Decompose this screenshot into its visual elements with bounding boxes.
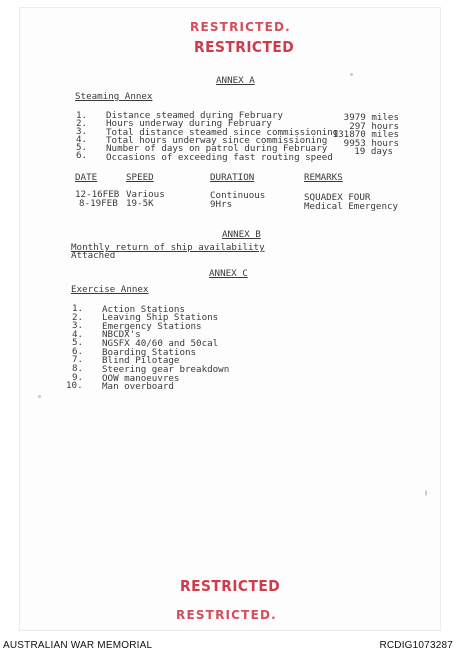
restricted-stamp-top-small: RESTRICTED. [190,20,291,34]
item-number: 1. [72,303,84,314]
column-header-speed: SPEED [126,172,154,183]
item-number: 2. [76,118,88,129]
item-number: 1. [76,110,88,121]
list-item: Action Stations [102,304,185,315]
list-item: Steering gear breakdown [102,364,230,375]
list-item: Leaving Ship Stations [102,312,219,323]
footer-record-id: RCDIG1073287 [379,640,453,651]
item-number: 2. [72,312,84,323]
column-header-date: DATE [75,172,98,183]
table-cell: 9Hrs [210,199,233,210]
item-number: 5. [72,337,84,348]
item-value: 19 days [354,146,393,157]
table-cell: SQUADEX FOUR [304,192,371,203]
item-number: 7. [72,354,84,365]
list-item: NGSFX 40/60 and 50cal [102,338,219,349]
annex-c-heading: ANNEX C [209,268,248,279]
annex-b-heading: ANNEX B [222,229,261,240]
table-cell: Medical Emergency [304,201,399,212]
item-label: Distance steamed during February [106,110,284,121]
paper-speck [425,490,427,496]
item-number: 3. [76,126,88,137]
item-number: 10. [66,380,83,391]
item-value: 297 hours [349,121,399,132]
item-number: 6. [72,346,84,357]
list-item: Boarding Stations [102,347,197,358]
steaming-annex-title: Steaming Annex [75,91,153,102]
annex-a-heading: ANNEX A [216,75,255,86]
attached-note: Attached [71,250,116,261]
table-cell: Continuous [210,190,266,201]
column-header-remarks: REMARKS [304,172,343,183]
restricted-stamp-top: RESTRICTED [194,38,295,56]
table-cell: 12-16FEB [75,189,120,200]
item-value: 9953 hours [343,138,399,149]
exercise-annex-title: Exercise Annex [71,284,149,295]
restricted-stamp-bottom-small: RESTRICTED. [176,608,277,622]
restricted-stamp-bottom: RESTRICTED [180,577,281,595]
paper-speck [38,395,41,398]
table-cell: 8-19FEB [79,198,118,209]
item-label: Occasions of exceeding fast routing speed [106,152,333,163]
item-label: Hours underway during February [106,118,272,129]
list-item: OOW manoeuvres [102,373,180,384]
item-label: Total distance steamed since commissioning [106,127,339,138]
item-value: 131870 miles [332,129,399,140]
table-cell: 19-5K [126,198,154,209]
item-number: 9. [72,372,84,383]
item-label: Total hours underway since commissioning [106,135,328,146]
item-label: Number of days on patrol during February [106,143,328,154]
footer-archive-name: AUSTRALIAN WAR MEMORIAL [3,640,153,651]
item-number: 8. [72,363,84,374]
list-item: NBCDX's [102,329,141,340]
ship-availability-title: Monthly return of ship availability [71,242,265,253]
item-number: 3. [72,320,84,331]
item-value: 3979 miles [343,112,399,123]
list-item: Emergency Stations [102,321,202,332]
paper-speck [350,73,353,76]
item-number: 4. [76,134,88,145]
item-number: 5. [76,142,88,153]
list-item: Man overboard [102,381,174,392]
item-number: 4. [72,329,84,340]
item-number: 6. [76,150,88,161]
column-header-duration: DURATION [210,172,255,183]
list-item: Blind Pilotage [102,355,180,366]
table-cell: Various [126,189,165,200]
